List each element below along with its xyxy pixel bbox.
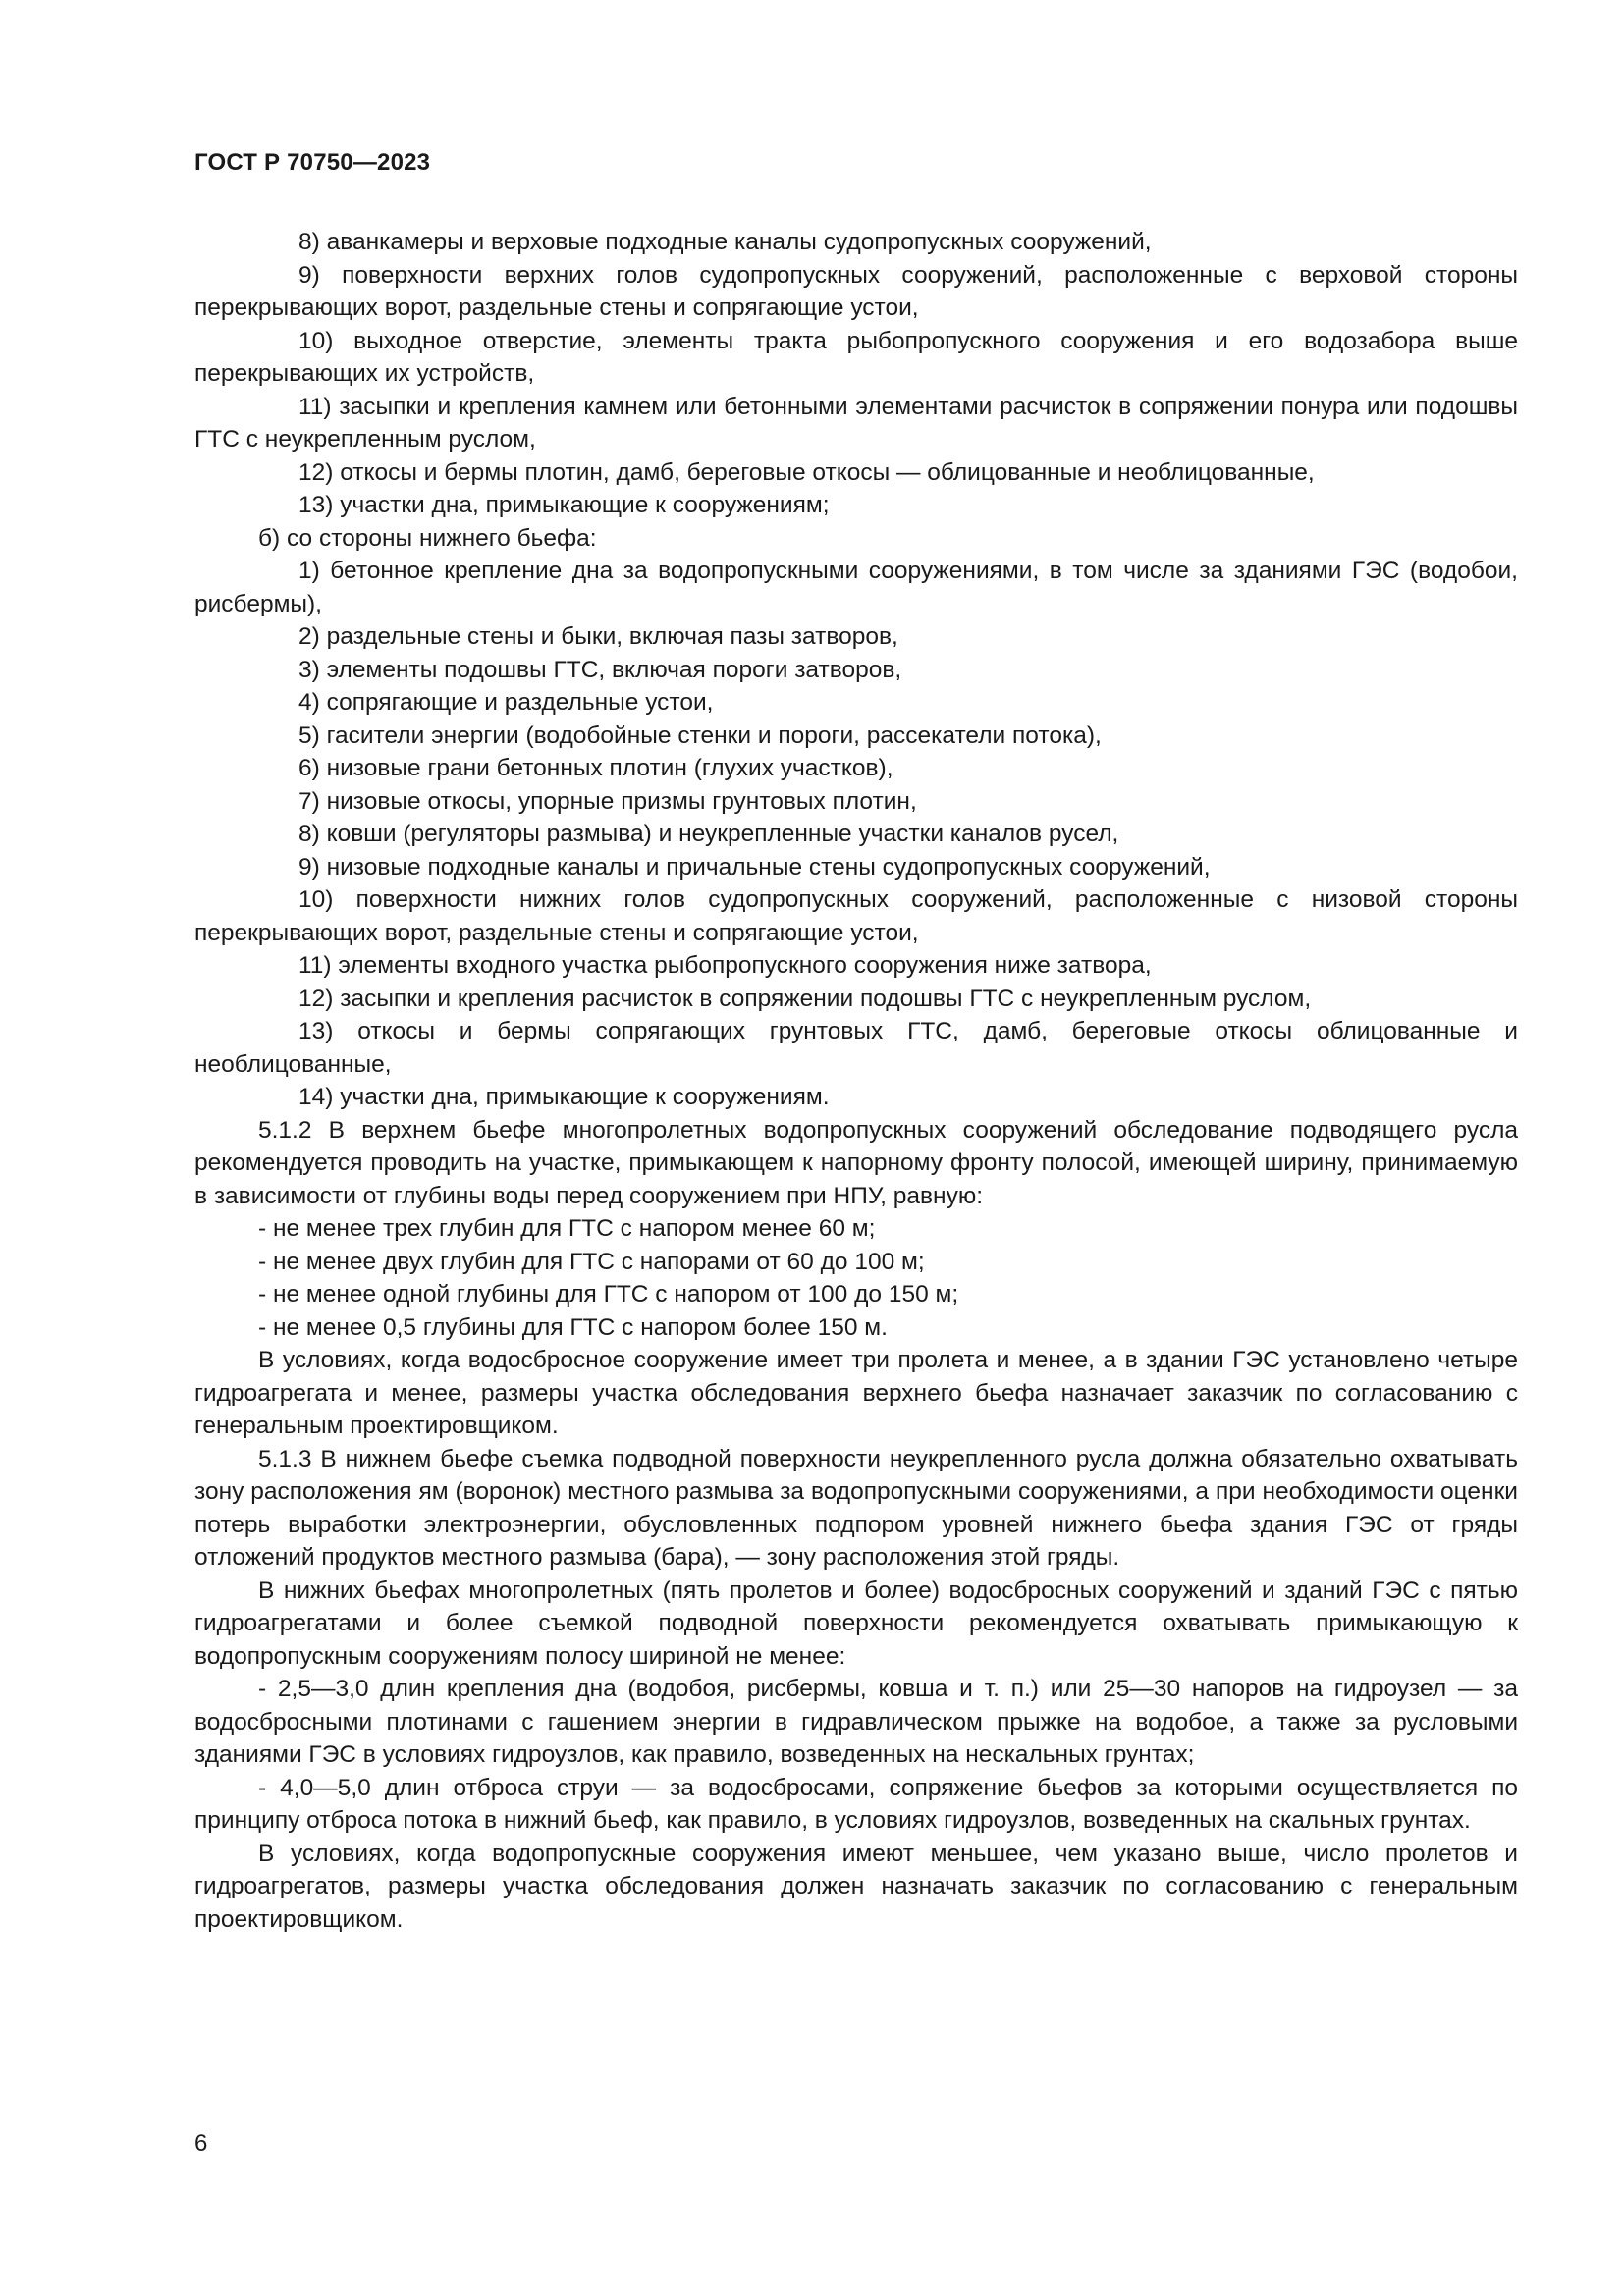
paragraph: - 2,5—3,0 длин крепления дна (водобоя, рисбермы, ковша и т. п.) или 25—30 напоров на гидроузел — за водосбросными плотинами с гашением энергии в гидравлическом прыжке на водобое, а также за русловыми зданиями ГЭС в условиях гидроузлов, как правило, возведенных на нескальных грунтах; xyxy=(194,1676,1518,1768)
paragraph: 13) участки дна, примыкающие к сооружениям; xyxy=(298,492,830,518)
paragraph: 11) элементы входного участка рыбопропускного сооружения ниже затвора, xyxy=(298,952,1152,979)
paragraph: 9) поверхности верхних голов судопропускных сооружений, расположенные с верховой стороны перекрывающих ворот, раздельные стены и сопрягающие устои, xyxy=(194,261,1518,321)
paragraph: В условиях, когда водосбросное сооружение имеет три пролета и менее, а в здании ГЭС установлено четыре гидроагрегата и менее, размеры участка обследования верхнего бьефа назначает заказчик по согласованию с генеральным проектировщиком. xyxy=(194,1347,1518,1439)
paragraph: - не менее двух глубин для ГТС с напорами от 60 до 100 м; xyxy=(258,1248,925,1275)
paragraph: 5) гасители энергии (водобойные стенки и пороги, рассекатели потока), xyxy=(298,721,1102,749)
paragraph: 14) участки дна, примыкающие к сооружениям. xyxy=(298,1084,830,1110)
paragraph: 13) откосы и бермы сопрягающих грунтовых ГТС, дамб, береговые откосы облицованные и необлицованные, xyxy=(194,1018,1518,1078)
document-body xyxy=(194,226,1518,1936)
page-number: 6 xyxy=(194,2130,208,2157)
paragraph: 6) низовые грани бетонных плотин (глухих участков), xyxy=(298,755,893,781)
paragraph: - 4,0—5,0 длин отброса струи — за водосбросами, сопряжение бьефов за которыми осуществляется по принципу отброса потока в нижний бьеф, как правило, в условиях гидроузлов, возведенных на скальных грунтах. xyxy=(194,1774,1518,1834)
paragraph: 7) низовые откосы, упорные призмы грунтовых плотин, xyxy=(298,787,917,815)
paragraph: 8) аванкамеры и верховые подходные каналы судопропускных сооружений, xyxy=(298,229,1152,255)
paragraph: 12) засыпки и крепления расчисток в сопряжении подошвы ГТС с неукрепленным руслом, xyxy=(298,985,1312,1012)
paragraph: 8) ковши (регуляторы размыва) и неукрепленные участки каналов русел, xyxy=(298,821,1119,847)
paragraph: В условиях, когда водопропускные сооружения имеют меньшее, чем указано выше, число пролетов и гидроагрегатов, размеры участка обследования должен назначать заказчик по согласованию с генеральным проектировщиком. xyxy=(194,1840,1518,1933)
paragraph: 10) выходное отверстие, элементы тракта рыбопропускного сооружения и его водозабора выше перекрывающих их устройств, xyxy=(194,327,1518,387)
document-header-title: ГОСТ Р 70750—2023 xyxy=(194,149,431,176)
paragraph: В нижних бьефах многопролетных (пять пролетов и более) водосбросных сооружений и зданий ГЭС с пятью гидроагрегатами и более съемкой подводной поверхности рекомендуется охватывать примыкающую к водопропускным сооружениям полосу шириной не менее: xyxy=(194,1576,1518,1670)
paragraph: 2) раздельные стены и быки, включая пазы затворов, xyxy=(298,623,898,650)
paragraph: 9) низовые подходные каналы и причальные стены судопропускных сооружений, xyxy=(298,853,1211,881)
paragraph: б) со стороны нижнего бьефа: xyxy=(258,524,597,552)
paragraph: 5.1.3 В нижнем бьефе съемка подводной поверхности неукрепленного русла должна обязательно охватывать зону расположения ям (воронок) местного размыва за водопропускными сооружениями, а при необходимости оценки потерь выработки электроэнергии, обусловленных подпором уровней нижнего бьефа здания ГЭС от гряды отложений продуктов местного размыва (бара), — зону расположения этой гряды. xyxy=(194,1445,1518,1571)
paragraph: 4) сопрягающие и раздельные устои, xyxy=(298,689,714,716)
paragraph: - не менее трех глубин для ГТС с напором менее 60 м; xyxy=(258,1215,876,1242)
paragraph: 12) откосы и бермы плотин, дамб, береговые откосы — облицованные и необлицованные, xyxy=(298,458,1315,486)
paragraph: - не менее 0,5 глубины для ГТС с напором более 150 м. xyxy=(258,1313,888,1341)
paragraph: 1) бетонное крепление дна за водопропускными сооружениями, в том числе за зданиями ГЭС (водобои, рисбермы), xyxy=(194,558,1518,617)
paragraph: 10) поверхности нижних голов судопропускных сооружений, расположенные с низовой стороны перекрывающих ворот, раздельные стены и сопрягающие устои, xyxy=(194,886,1518,946)
paragraph: 5.1.2 В верхнем бьефе многопролетных водопропускных сооружений обследование подводящего русла рекомендуется проводить на участке, примыкающем к напорному фронту полосой, имеющей ширину, принимаемую в зависимости от глубины воды перед сооружением при НПУ, равную: xyxy=(194,1116,1518,1209)
paragraph: 11) засыпки и крепления камнем или бетонными элементами расчисток в сопряжении понура или подошвы ГТС с неукрепленным руслом, xyxy=(194,393,1518,453)
paragraph: - не менее одной глубины для ГТС с напором от 100 до 150 м; xyxy=(258,1281,959,1308)
paragraph: 3) элементы подошвы ГТС, включая пороги затворов, xyxy=(298,656,902,683)
